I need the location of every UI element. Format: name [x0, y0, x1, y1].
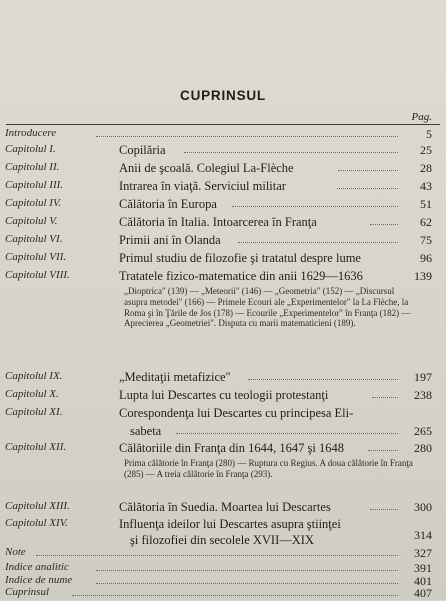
toc-entry-page: 280 — [414, 441, 432, 455]
toc-entry-title: Tratatele fizico-matematice din anii 1629—1636 — [119, 269, 363, 283]
toc-entry[interactable] — [0, 561, 446, 575]
toc-entry-page: 197 — [414, 370, 432, 384]
toc-entry[interactable] — [0, 586, 446, 600]
dot-leader — [248, 379, 398, 380]
toc-entry-page: 300 — [414, 500, 432, 514]
toc-entry-label: Capitolul III. — [5, 179, 64, 191]
dot-leader — [184, 152, 398, 153]
toc-entry-title: şi filozofiei din secolele XVII—XIX — [130, 533, 314, 547]
dot-leader — [36, 555, 398, 556]
toc-entry-title: „Meditaţii metafizice" — [119, 370, 231, 384]
toc-entry-title: Lupta lui Descartes cu teologii protestanţi — [119, 388, 329, 402]
toc-entry-title: Călătoria în Suedia. Moartea lui Descartes — [119, 500, 331, 514]
toc-entry-title: Intrarea în viaţă. Serviciul militar — [119, 179, 286, 193]
toc-entry-label: Introducere — [5, 127, 57, 139]
toc-entry-title: Primii ani în Olanda — [119, 233, 221, 247]
toc-entry[interactable] — [0, 441, 446, 455]
toc-entry-label: Capitolul VII. — [5, 251, 67, 263]
toc-entry-label: Capitolul IX. — [5, 370, 63, 382]
toc-entry[interactable] — [0, 528, 446, 547]
toc-entry[interactable] — [0, 233, 446, 247]
dot-leader — [72, 595, 398, 596]
toc-entry-page: 62 — [420, 215, 432, 229]
toc-entry-label: Note — [5, 546, 26, 558]
toc-entry-label: Capitolul VI. — [5, 233, 63, 245]
toc-entry[interactable] — [0, 517, 446, 531]
dot-leader — [337, 188, 398, 189]
toc-entry[interactable] — [0, 370, 446, 384]
toc-entry[interactable] — [0, 388, 446, 402]
toc-entry-page: 265 — [414, 424, 432, 438]
toc-entry[interactable] — [0, 127, 446, 141]
toc-entry-title: Influenţa ideilor lui Descartes asupra ştiinţei — [119, 517, 341, 531]
toc-entry-label: Capitolul XI. — [5, 406, 63, 418]
dot-leader — [338, 170, 398, 171]
toc-entry[interactable] — [0, 197, 446, 211]
dot-leader — [370, 224, 398, 225]
dot-leader — [238, 242, 398, 243]
toc-entry-page: 238 — [414, 388, 432, 402]
dot-leader — [176, 433, 398, 434]
toc-entry[interactable] — [0, 406, 446, 420]
toc-entry[interactable] — [0, 269, 446, 283]
toc-entry-label: Capitolul XII. — [5, 441, 67, 453]
toc-entry-label: Capitolul I. — [5, 143, 56, 155]
toc-entry[interactable] — [0, 251, 446, 265]
toc-entry-title: Copilăria — [119, 143, 166, 157]
toc-entry-page: 96 — [420, 251, 432, 265]
toc-entry-title: Corespondenţa lui Descartes cu principesa Eli- — [119, 406, 354, 420]
toc-entry-label: Indice analitic — [5, 561, 69, 573]
page-title: CUPRINSUL — [180, 88, 266, 103]
dot-leader — [372, 397, 398, 398]
toc-entry-title: Călătoria în Italia. Intoarcerea în Franţa — [119, 215, 317, 229]
toc-entry-label: Capitolul VIII. — [5, 269, 70, 281]
toc-entry-page: 327 — [414, 546, 432, 560]
toc-entry-page: 75 — [420, 233, 432, 247]
dot-leader — [96, 570, 398, 571]
toc-entry-title: Anii de şcoală. Colegiul La-Flèche — [119, 161, 294, 175]
toc-entry-page: 5 — [426, 127, 432, 141]
toc-entry-label: Cuprinsul — [5, 586, 50, 598]
toc-entry-page: 28 — [420, 161, 432, 175]
toc-entry-label: Capitolul XIV. — [5, 517, 68, 529]
toc-entry-page: 391 — [414, 561, 432, 575]
toc-entry[interactable] — [0, 424, 446, 438]
toc-entry-page: 407 — [414, 586, 432, 600]
toc-entry-page: 314 — [414, 528, 432, 542]
toc-entry-label: Capitolul IV. — [5, 197, 62, 209]
chapter-viii-subsections: „Dioptrica" (139) — „Meteorii" (146) — „Geometria" (152) — „Discursul asupra metodei" (166) — Primele Ecouri ale „Experimentelor" la La Flèche, la Roma şi în Ţările de Jos (178) — Ecourile „Experimentelor" în Franţa (182) — Aprecierea „Geometriei". Disputa cu marii matematicieni (189). — [124, 286, 411, 329]
dot-leader — [96, 136, 398, 137]
toc-entry[interactable] — [0, 143, 446, 157]
toc-entry[interactable] — [0, 179, 446, 193]
toc-entry-title: sabeta — [130, 424, 162, 438]
toc-entry-label: Indice de nume — [5, 574, 73, 586]
dot-leader — [370, 509, 398, 510]
toc-entry-label: Capitolul XIII. — [5, 500, 70, 512]
dot-leader — [96, 583, 398, 584]
toc-entry[interactable] — [0, 161, 446, 175]
toc-entry-page: 43 — [420, 179, 432, 193]
toc-entry-title: Călătoriile din Franţa din 1644, 1647 şi 1648 — [119, 441, 344, 455]
toc-entry-page: 139 — [414, 269, 432, 283]
toc-entry-title: Primul studiu de filozofie şi tratatul despre lume — [119, 251, 361, 265]
toc-entry[interactable] — [0, 546, 446, 560]
dot-leader — [232, 206, 398, 207]
dot-leader — [368, 450, 398, 451]
toc-entry-page: 401 — [414, 574, 432, 588]
toc-entry-title: Călătoria în Europa — [119, 197, 217, 211]
header-rule — [6, 124, 440, 125]
chapter-xii-subsections: Prima călătorie în Franţa (280) — Ruptura cu Regius. A doua călătorie în Franţa (285) — A treia călătorie în Franţa (293). — [124, 458, 413, 479]
toc-entry-label: Capitolul V. — [5, 215, 58, 227]
toc-entry-label: Capitolul X. — [5, 388, 59, 400]
toc-entry[interactable] — [0, 500, 446, 514]
toc-entry-page: 25 — [420, 143, 432, 157]
toc-entry[interactable] — [0, 215, 446, 229]
toc-entry-label: Capitolul II. — [5, 161, 60, 173]
page-column-header: Pag. — [411, 111, 432, 123]
toc-entry-page: 51 — [420, 197, 432, 211]
